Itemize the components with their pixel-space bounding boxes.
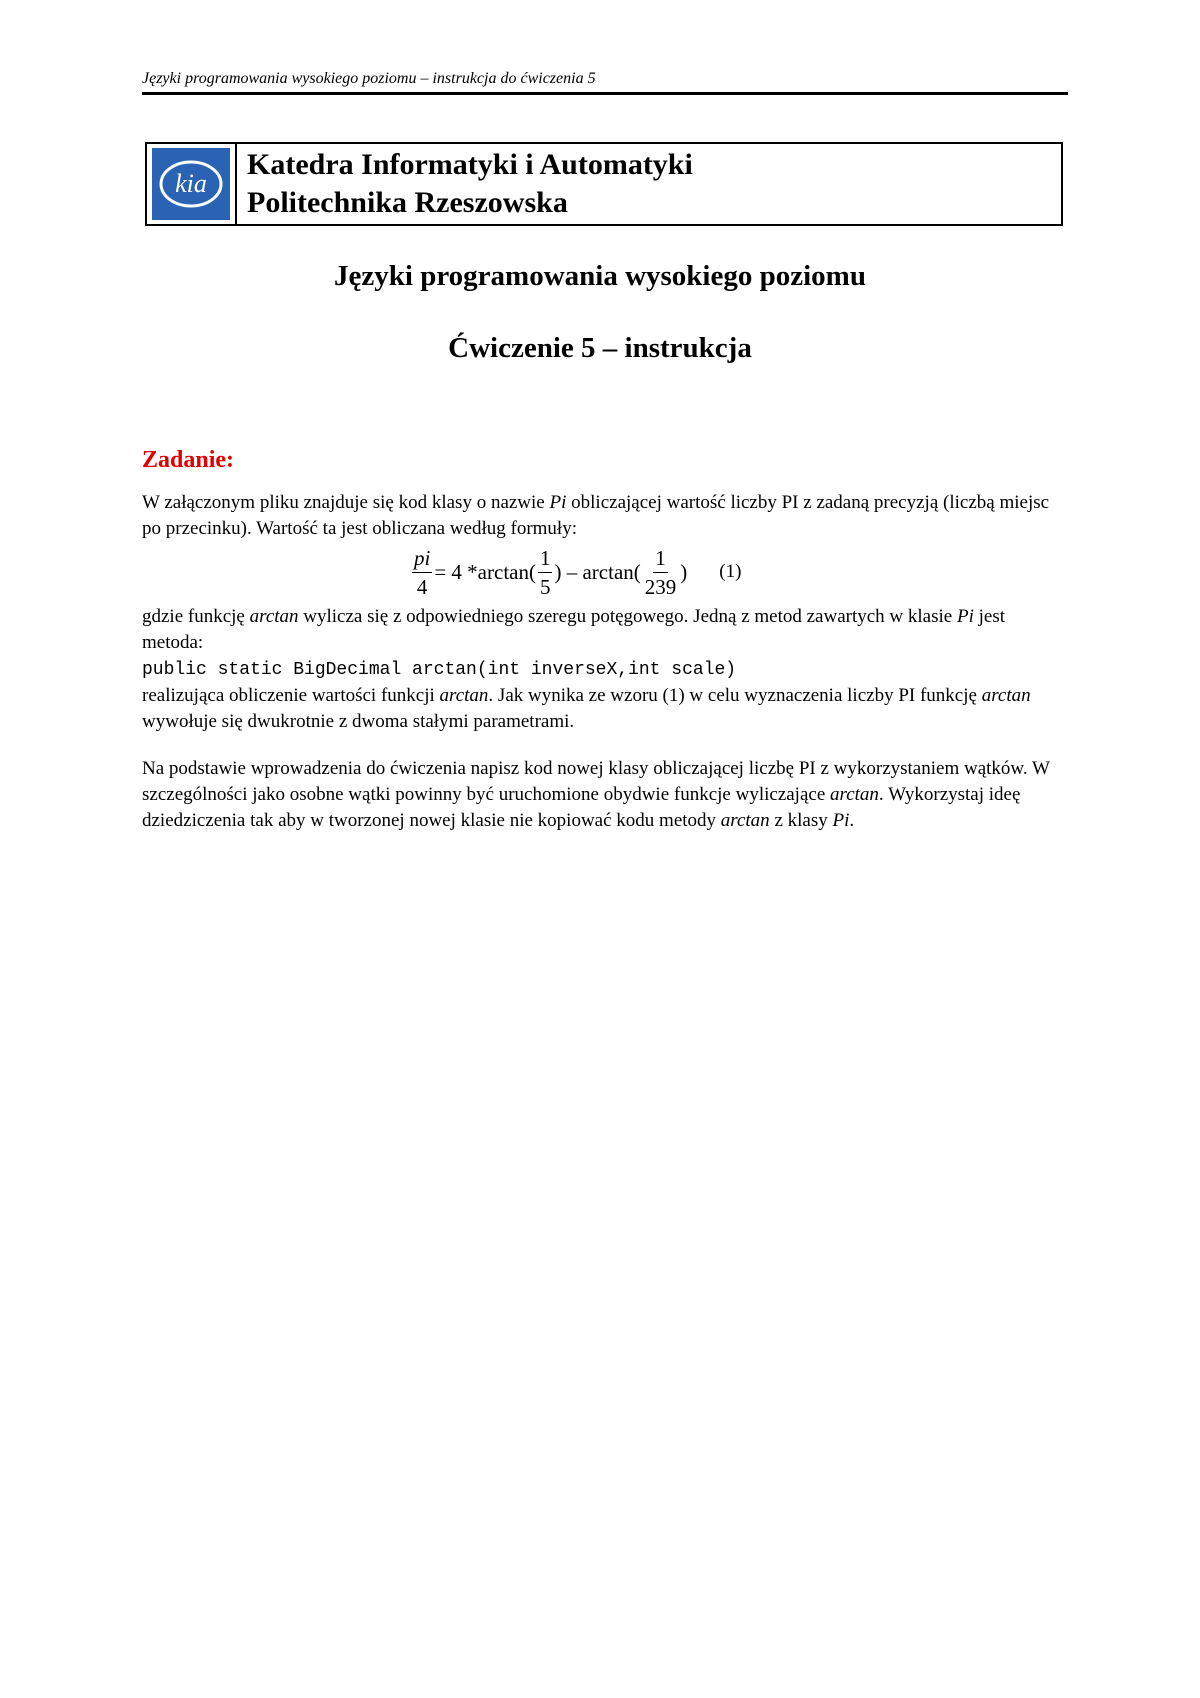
method-signature-code: public static BigDecimal arctan(int inverseX,int scale) <box>142 660 737 680</box>
institution-header-box <box>145 142 1063 226</box>
text: wylicza się z odpowiedniego szeregu potęgowego. Jedną z metod zawartych w klasie <box>298 606 957 627</box>
fraction-denominator: 5 <box>539 574 551 599</box>
function-name: arctan <box>981 685 1031 706</box>
text: gdzie funkcję <box>142 606 250 627</box>
text: z klasy <box>769 810 833 831</box>
formula-text: ) – arctan( <box>554 559 641 584</box>
fraction-denominator: 239 <box>644 574 677 599</box>
class-name: Pi <box>956 606 974 627</box>
task-paragraph-2 <box>142 604 1068 735</box>
fraction-1-over-5 <box>538 546 553 599</box>
institution-line2: Politechnika Rzeszowska <box>247 186 568 219</box>
task-paragraph-3 <box>142 756 1068 834</box>
function-name: arctan <box>439 685 489 706</box>
institution-line1: Katedra Informatyki i Automatyki <box>247 148 693 181</box>
logo-mark-text: kia <box>175 169 207 198</box>
formula-text: ) <box>680 559 688 584</box>
logo-cell <box>147 144 237 224</box>
kia-logo-icon <box>152 148 230 220</box>
class-name: Pi <box>832 810 850 831</box>
text: obliczającej wartość liczby PI z zadaną precyzją (liczbą miejsc po przecinku). Wartość ta jest obliczana według formuły: <box>142 492 1050 539</box>
equation-number: (1) <box>719 561 742 582</box>
text: Na podstawie wprowadzenia do ćwiczenia napisz kod nowej klasy obliczającej liczbę PI z wykorzystaniem wątków. W szczególności jako osobne wątki powinny być uruchomione obydwie funkcje wyliczające <box>142 758 1050 805</box>
text: wywołuje się dwukrotnie z dwoma stałymi parametrami. <box>142 711 575 732</box>
text: . Jak wynika ze wzoru (1) w celu wyznaczenia liczby PI funkcję <box>488 685 982 706</box>
fraction-1-over-239 <box>643 546 679 599</box>
function-name: arctan <box>720 810 770 831</box>
exercise-title: Ćwiczenie 5 – instrukcja <box>448 332 752 364</box>
running-header: Języki programowania wysokiego poziomu – instrukcja do ćwiczenia 5 <box>142 70 1068 95</box>
fraction-denominator: 4 <box>416 574 428 599</box>
fraction-numerator: 1 <box>653 546 668 573</box>
formula-text: = 4 *arctan( <box>434 559 536 584</box>
text: W załączonym pliku znajduje się kod klasy o nazwie <box>142 492 550 513</box>
task-heading: Zadanie: <box>142 447 235 473</box>
task-paragraph-1 <box>142 490 1068 542</box>
text: . <box>849 810 855 831</box>
pi-formula <box>410 540 741 604</box>
class-name: Pi <box>549 492 567 513</box>
text: jest metoda: <box>142 606 1005 653</box>
fraction-numerator: pi <box>412 546 432 573</box>
function-name: arctan <box>830 784 879 805</box>
fraction-pi-over-4 <box>412 546 432 599</box>
text: realizująca obliczenie wartości funkcji <box>142 685 440 706</box>
institution-name <box>237 144 703 224</box>
text: . Wykorzystaj ideę dziedziczenia tak aby w tworzonej nowej klasie nie kopiować kodu metody <box>142 784 1021 831</box>
course-title: Języki programowania wysokiego poziomu <box>334 260 866 292</box>
fraction-numerator: 1 <box>538 546 553 573</box>
function-name: arctan <box>249 606 299 627</box>
